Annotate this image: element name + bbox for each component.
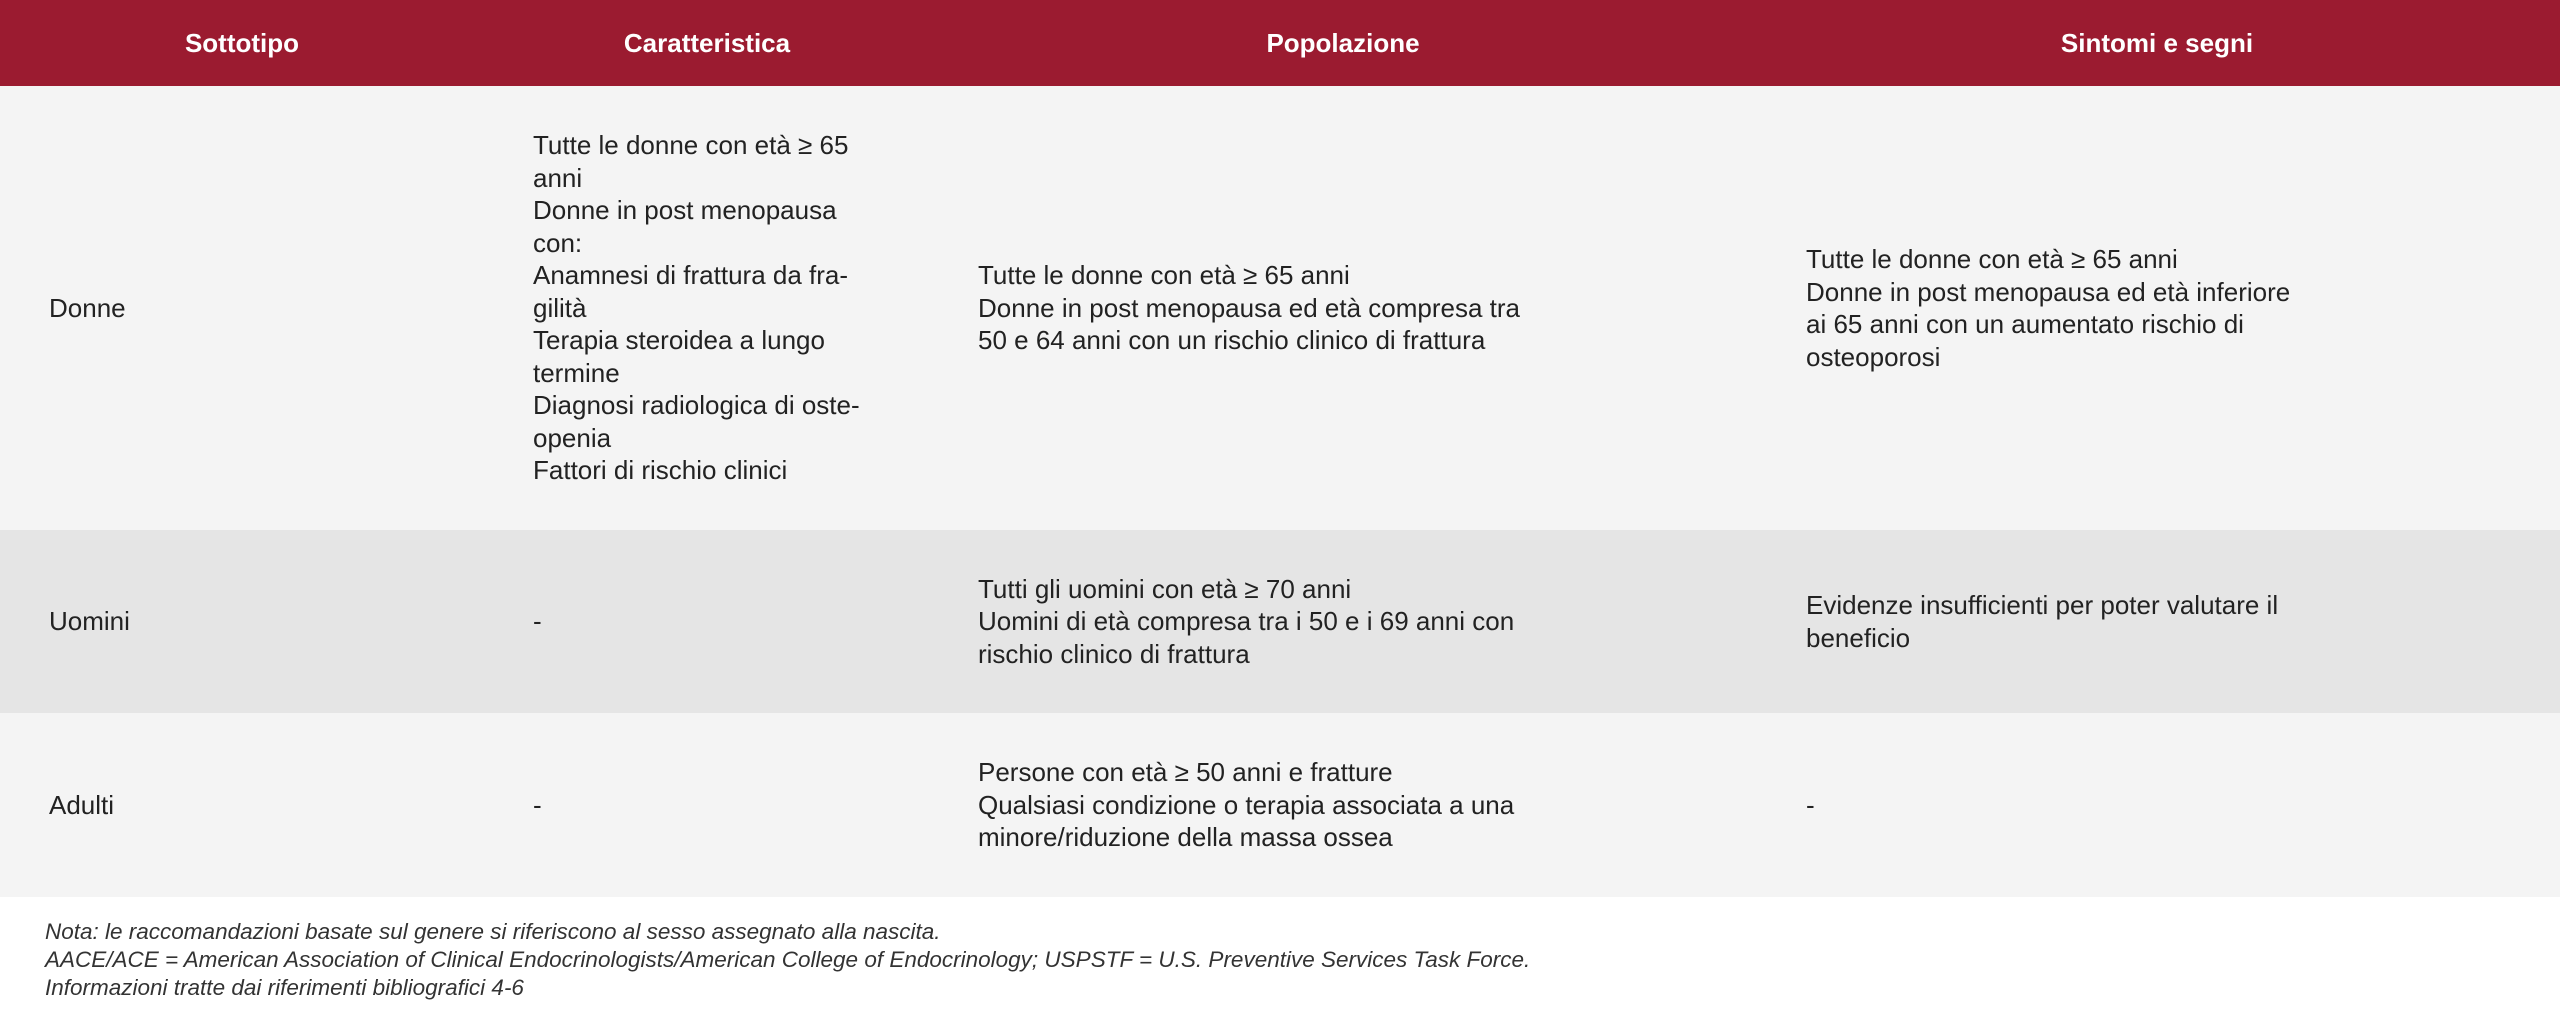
characteristic-line: Diagnosi radiologica di oste- bbox=[533, 390, 860, 421]
header-popolazione: Popolazione bbox=[1266, 28, 1420, 58]
subtype-label: Adulti bbox=[49, 789, 115, 820]
cell-population bbox=[978, 86, 1598, 530]
cell-subtype bbox=[49, 713, 469, 897]
population-line: Tutti gli uomini con età ≥ 70 anni bbox=[978, 573, 1352, 604]
cell-subtype bbox=[49, 530, 469, 713]
characteristic-line: - bbox=[533, 606, 542, 637]
characteristic-line: Anamnesi di frattura da fra- bbox=[533, 260, 849, 291]
population-line: minore/riduzione della massa ossea bbox=[978, 822, 1393, 853]
symptoms-line: - bbox=[1806, 789, 1815, 820]
characteristic-line: openia bbox=[533, 422, 612, 453]
subtype-label: Donne bbox=[49, 292, 126, 323]
symptoms-line: Tutte le donne con età ≥ 65 anni bbox=[1806, 244, 2178, 274]
table-footnotes bbox=[45, 918, 2445, 1002]
footnote-gender: Nota: le raccomandazioni basate sul genere si riferiscono al sesso assegnato alla nascita. bbox=[45, 919, 941, 944]
cell-population bbox=[978, 530, 1598, 713]
symptoms-line: Evidenze insufficienti per poter valutare il bbox=[1806, 590, 2279, 620]
population-line: Donne in post menopausa ed età compresa tra bbox=[978, 292, 1521, 323]
header-caratteristica: Caratteristica bbox=[623, 28, 791, 58]
cell-population bbox=[978, 713, 1598, 897]
table-header-row bbox=[0, 0, 2560, 86]
symptoms-line: beneficio bbox=[1806, 622, 1911, 653]
symptoms-line: Donne in post menopausa ed età inferiore bbox=[1806, 276, 2291, 307]
population-line: Uomini di età compresa tra i 50 e i 69 anni con bbox=[978, 606, 1515, 637]
characteristic-line: termine bbox=[533, 357, 620, 388]
subtype-label: Uomini bbox=[49, 606, 130, 637]
header-sottotipo: Sottotipo bbox=[184, 28, 300, 58]
population-line: Persone con età ≥ 50 anni e fratture bbox=[978, 757, 1393, 788]
characteristic-line: Tutte le donne con età ≥ 65 bbox=[533, 130, 849, 161]
symptoms-line: osteoporosi bbox=[1806, 341, 1941, 372]
population-line: 50 e 64 anni con un rischio clinico di frattura bbox=[978, 325, 1486, 356]
characteristic-line: gilità bbox=[533, 292, 587, 323]
cell-characteristic bbox=[533, 713, 913, 897]
header-sintomi-e-segni: Sintomi e segni bbox=[2060, 28, 2254, 58]
population-line: Tutte le donne con età ≥ 65 anni bbox=[978, 260, 1350, 291]
characteristic-line: anni bbox=[533, 162, 583, 193]
characteristic-line: con: bbox=[533, 227, 583, 258]
cell-symptoms bbox=[1806, 530, 2426, 713]
table-row-uomini bbox=[0, 530, 2560, 713]
characteristic-line: Terapia steroidea a lungo bbox=[533, 325, 825, 356]
characteristic-line: Fattori di rischio clinici bbox=[533, 455, 788, 486]
population-line: Qualsiasi condizione o terapia associata a una bbox=[978, 789, 1515, 820]
table-row-adulti bbox=[0, 713, 2560, 897]
characteristic-line: Donne in post menopausa bbox=[533, 195, 837, 226]
footnote-abbreviations: AACE/ACE = American Association of Clinical Endocrinologists/American College of Endocrinology; USPSTF = U.S. Preventive Services Task Force. bbox=[45, 947, 1531, 972]
cell-symptoms bbox=[1806, 713, 2426, 897]
symptoms-line: ai 65 anni con un aumentato rischio di bbox=[1806, 309, 2244, 339]
population-line: rischio clinico di frattura bbox=[978, 638, 1250, 669]
cell-characteristic bbox=[533, 530, 913, 713]
characteristic-line: - bbox=[533, 789, 542, 820]
table-row-donne bbox=[0, 86, 2560, 530]
cell-symptoms bbox=[1806, 86, 2426, 530]
cell-characteristic bbox=[533, 86, 913, 530]
footnote-references: Informazioni tratte dai riferimenti bibliografici 4-6 bbox=[45, 975, 524, 1000]
cell-subtype bbox=[49, 86, 469, 530]
